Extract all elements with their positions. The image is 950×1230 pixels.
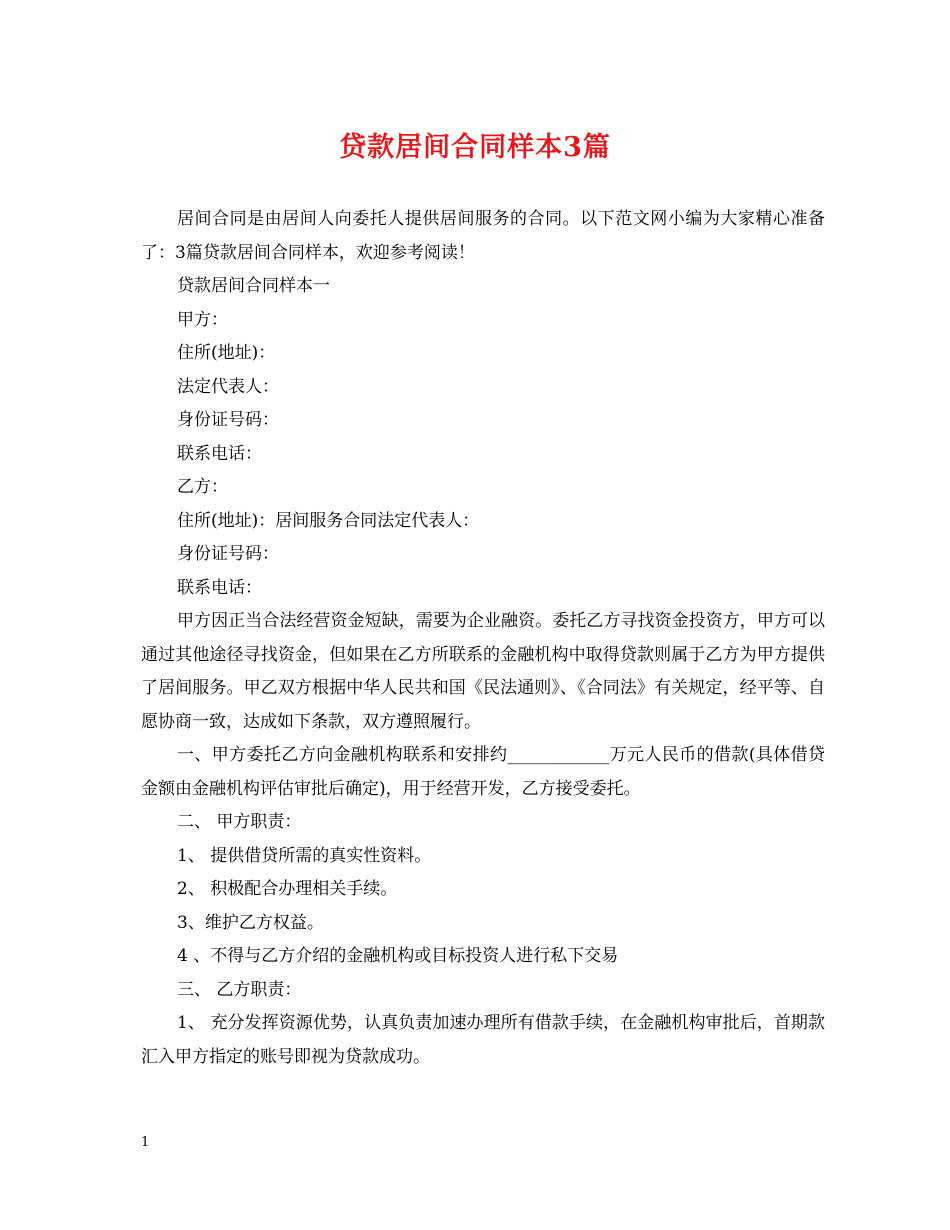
paragraph-preamble: 甲方因正当合法经营资金短缺，需要为企业融资。委托乙方寻找资金投资方，甲方可以通过其他途径寻找资金，但如果在乙方所联系的金融机构中取得贷款则属于乙方为甲方提供了居间服务。甲乙双方根据中华人民共和国《民法通则》、《合同法》有关规定，经平等、自愿协商一致，达成如下条款，双方遵照履行。 [141, 611, 825, 732]
clause-two-item-2: 2、 积极配合办理相关手续。 [177, 879, 398, 899]
party-b-address: 住所(地址)：居间服务合同法定代表人： [177, 510, 480, 531]
clause-two-heading: 二、 甲方职责： [177, 812, 302, 832]
party-a-phone: 联系电话： [177, 443, 262, 464]
clause-one: 一、甲方委托乙方向金融机构联系和安排约____________万元人民币的借款(具体借贷金额由金融机构评估审批后确定)，用于经营开发，乙方接受委托。 [141, 745, 825, 799]
party-a-label: 甲方： [177, 309, 228, 330]
party-a-address: 住所(地址)： [177, 343, 276, 363]
paragraph-intro: 居间合同是由居间人向委托人提供居间服务的合同。以下范文网小编为大家精心准备了：3篇贷款居间合同样本，欢迎参考阅读！ [141, 209, 825, 263]
party-a-id-number: 身份证号码： [177, 410, 279, 430]
clause-three-heading: 三、 乙方职责： [177, 979, 302, 1000]
page-number: 1 [141, 1135, 150, 1150]
party-b-phone: 联系电话： [177, 577, 262, 598]
clause-two-item-1: 1、 提供借贷所需的真实性资料。 [177, 845, 432, 866]
document-body [141, 203, 825, 1074]
clause-two-item-3: 3、维护乙方权益。 [177, 912, 324, 933]
party-a-legal-rep: 法定代表人： [177, 376, 279, 397]
party-b-label: 乙方： [177, 477, 228, 497]
party-b-id-number: 身份证号码： [177, 544, 279, 564]
document-title: 贷款居间合同样本3篇 [339, 132, 611, 163]
clause-three-item-1: 1、 充分发挥资源优势，认真负责加速办理所有借款手续，在金融机构审批后，首期款汇入甲方指定的账号即视为贷款成功。 [141, 1013, 825, 1067]
section-heading-sample-one: 贷款居间合同样本一 [177, 276, 330, 296]
clause-two-item-4: 4 、不得与乙方介绍的金融机构或目标投资人进行私下交易 [177, 946, 619, 966]
